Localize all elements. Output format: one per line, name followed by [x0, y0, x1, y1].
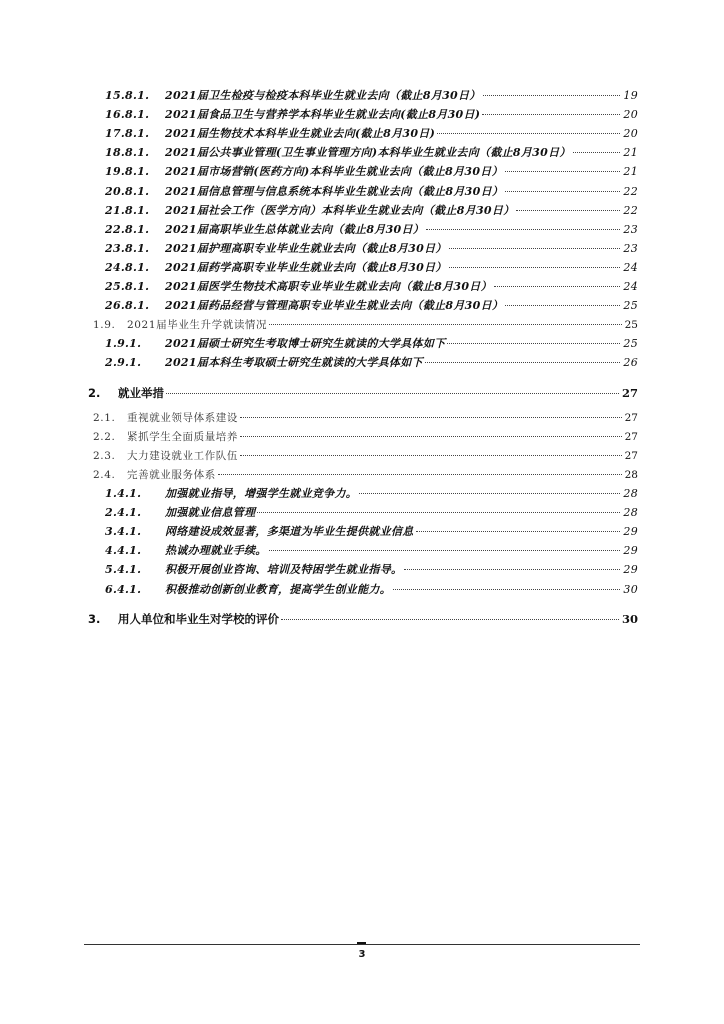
toc-entry-number: 23.8.1.	[105, 241, 150, 255]
toc-entry-page: 29	[623, 525, 638, 539]
toc-entry[interactable]	[93, 408, 638, 428]
toc-entry-number: 15.8.1.	[105, 89, 150, 102]
toc-entry-number: 2.2.	[93, 430, 116, 443]
toc-entry[interactable]	[105, 182, 638, 202]
toc-dot-leader	[240, 454, 622, 456]
toc-entry-title: 积极推动创新创业教育，提高学生创业能力。	[165, 582, 391, 596]
toc-entry-page: 29	[623, 544, 638, 558]
toc-entry[interactable]	[105, 560, 638, 580]
toc-entry-number: 25.8.1.	[105, 280, 150, 293]
toc-entry-page: 26	[623, 356, 638, 370]
toc-entry-page: 27	[621, 385, 638, 400]
toc-dot-leader	[516, 209, 620, 211]
toc-dot-leader	[426, 228, 620, 230]
toc-entry-title: 2021届公共事业管理(卫生事业管理方向)本科毕业生就业去向（截止8月30日）	[165, 146, 571, 160]
toc-entry[interactable]	[105, 353, 638, 373]
toc-entry-number: 4.4.1.	[105, 544, 142, 558]
toc-entry-number: 3.	[88, 611, 101, 626]
toc-entry[interactable]	[105, 201, 638, 221]
toc-dot-leader	[166, 392, 619, 394]
toc-entry-page: 22	[623, 184, 638, 198]
toc-entry-page: 23	[623, 241, 638, 255]
toc-entry-number: 6.4.1.	[105, 582, 142, 596]
toc-dot-leader	[240, 435, 622, 437]
toc-dot-leader	[447, 342, 620, 344]
toc-entry-number: 1.9.1.	[105, 337, 142, 351]
toc-entry[interactable]	[105, 541, 638, 561]
toc-entry[interactable]	[105, 277, 638, 297]
toc-entry-title: 2021届药品经营与管理高职专业毕业生就业去向（截止8月30日）	[165, 299, 504, 313]
toc-entry[interactable]	[93, 446, 638, 466]
toc-entry-number: 2.	[88, 385, 101, 400]
toc-entry-number: 19.8.1.	[105, 165, 150, 179]
toc-entry-number: 1.4.1.	[105, 487, 142, 500]
toc-entry[interactable]	[105, 296, 638, 316]
toc-entry[interactable]	[93, 427, 638, 447]
toc-entry-page: 19	[623, 89, 638, 102]
toc-entry-page: 23	[623, 222, 638, 236]
toc-entry[interactable]	[105, 220, 638, 240]
toc-dot-leader	[437, 132, 620, 134]
toc-entry[interactable]	[105, 503, 638, 523]
toc-entry-page: 25	[624, 319, 638, 332]
toc-entry-title: 2021届高职毕业生总体就业去向（截止8月30日）	[165, 222, 425, 236]
toc-dot-leader	[404, 568, 620, 570]
toc-entry-page: 27	[624, 449, 638, 462]
toc-entry-title: 2021届生物技术本科毕业生就业去向(截止8月30日)	[165, 127, 436, 141]
toc-entry-title: 2021届食品卫生与营养学本科毕业生就业去向(截止8月30日)	[165, 108, 481, 122]
toc-entry[interactable]	[105, 484, 638, 504]
toc-entry[interactable]	[105, 162, 638, 182]
toc-entry-title: 2021届毕业生升学就读情况	[127, 319, 268, 332]
toc-entry-page: 20	[623, 108, 638, 122]
page-number: 3	[358, 949, 366, 960]
toc-entry-page: 30	[621, 611, 638, 626]
toc-entry-title: 2021届市场营销(医药方向)本科毕业生就业去向（截止8月30日）	[165, 165, 503, 179]
toc-entry[interactable]	[105, 143, 638, 163]
toc-entry-title: 2021届本科生考取硕士研究生就读的大学具体如下	[165, 356, 423, 370]
toc-entry-title: 积极开展创业咨询、培训及特困学生就业指导。	[165, 563, 403, 577]
toc-entry-number: 20.8.1.	[105, 184, 150, 198]
toc-entry-page: 22	[623, 203, 638, 217]
toc-entry-number: 2.3.	[93, 449, 116, 462]
toc-dot-leader	[505, 304, 620, 306]
toc-dot-leader	[218, 473, 622, 475]
toc-entry-number: 26.8.1.	[105, 299, 150, 313]
toc-dot-leader	[573, 151, 621, 153]
toc-entry-page: 24	[623, 260, 638, 274]
toc-entry-title: 重视就业领导体系建设	[127, 411, 238, 424]
toc-entry-title: 用人单位和毕业生对学校的评价	[118, 611, 279, 626]
toc-entry-title: 2021届社会工作（医学方向）本科毕业生就业去向（截止8月30日）	[165, 203, 515, 217]
toc-entry-title: 热诚办理就业手续。	[165, 544, 267, 558]
toc-entry-number: 5.4.1.	[105, 563, 142, 577]
toc-entry-page: 30	[623, 582, 638, 596]
toc-entry[interactable]	[88, 383, 638, 403]
toc-entry-number: 16.8.1.	[105, 108, 150, 122]
footer-mark	[357, 942, 366, 944]
toc-entry-title: 2021届医学生物技术高职专业毕业生就业去向（截止8月30日）	[165, 280, 492, 293]
toc-entry-title: 2021届信息管理与信息系统本科毕业生就业去向（截止8月30日）	[165, 184, 504, 198]
toc-entry-page: 21	[623, 165, 638, 179]
toc-dot-leader	[494, 285, 621, 287]
toc-entry-number: 3.4.1.	[105, 525, 142, 539]
toc-entry[interactable]	[105, 124, 638, 144]
toc-dot-leader	[269, 323, 622, 325]
toc-dot-leader	[416, 530, 621, 532]
toc-entry-number: 2.1.	[93, 411, 116, 424]
toc-entry[interactable]	[88, 609, 638, 629]
toc-entry-title: 2021届卫生检疫与检疫本科毕业生就业去向（截止8月30日）	[165, 89, 481, 102]
toc-entry-number: 2.4.1.	[105, 506, 142, 520]
toc-entry-number: 1.9.	[93, 319, 116, 332]
toc-entry-page: 21	[623, 146, 638, 160]
toc-entry-number: 18.8.1.	[105, 146, 150, 160]
toc-entry[interactable]	[105, 522, 638, 542]
toc-dot-leader	[482, 113, 620, 115]
toc-dot-leader	[359, 492, 620, 494]
toc-entry-title: 2021届药学高职专业毕业生就业去向（截止8月30日）	[165, 260, 447, 274]
toc-dot-leader	[240, 416, 622, 418]
toc-entry-page: 29	[623, 563, 638, 577]
toc-entry-title: 网络建设成效显著，多渠道为毕业生提供就业信息	[165, 525, 414, 539]
toc-entry-page: 24	[623, 280, 638, 293]
toc-dot-leader	[393, 588, 620, 590]
toc-entry-page: 27	[624, 430, 638, 443]
toc-entry[interactable]	[105, 334, 638, 354]
toc-entry-number: 22.8.1.	[105, 222, 150, 236]
toc-entry-number: 2.9.1.	[105, 356, 142, 370]
toc-entry-page: 25	[623, 299, 638, 313]
toc-entry-title: 就业举措	[118, 385, 164, 400]
footer-divider	[84, 944, 640, 945]
toc-dot-leader	[449, 247, 621, 249]
toc-entry-title: 加强就业信息管理	[165, 506, 256, 520]
toc-dot-leader	[281, 618, 619, 620]
toc-entry[interactable]	[105, 86, 638, 106]
toc-entry[interactable]	[93, 465, 638, 485]
toc-entry-page: 20	[623, 127, 638, 141]
toc-entry[interactable]	[93, 315, 638, 335]
toc-entry-page: 28	[623, 487, 638, 500]
toc-entry[interactable]	[105, 258, 638, 278]
toc-dot-leader	[257, 511, 620, 513]
toc-dot-leader	[483, 94, 621, 96]
toc-dot-leader	[269, 549, 621, 551]
toc-entry-title: 紧抓学生全面质量培养	[127, 430, 238, 443]
toc-entry[interactable]	[105, 239, 638, 259]
toc-entry-number: 17.8.1.	[105, 127, 150, 141]
toc-entry-number: 21.8.1.	[105, 203, 150, 217]
toc-dot-leader	[425, 361, 621, 363]
toc-entry-title: 完善就业服务体系	[127, 468, 216, 481]
toc-dot-leader	[449, 266, 621, 268]
toc-dot-leader	[505, 190, 620, 192]
toc-entry[interactable]	[105, 580, 638, 600]
toc-entry-title: 加强就业指导，增强学生就业竞争力。	[165, 487, 358, 500]
toc-dot-leader	[505, 170, 621, 172]
toc-entry-page: 28	[624, 468, 638, 481]
toc-entry-title: 大力建设就业工作队伍	[127, 449, 238, 462]
toc-entry-page: 28	[623, 506, 638, 520]
toc-entry-page: 25	[623, 337, 638, 351]
toc-entry-title: 2021届硕士研究生考取博士研究生就读的大学具体如下	[165, 337, 446, 351]
toc-entry[interactable]	[105, 105, 638, 125]
toc-entry-title: 2021届护理高职专业毕业生就业去向（截止8月30日）	[165, 241, 447, 255]
toc-entry-page: 27	[624, 411, 638, 424]
toc-entry-number: 24.8.1.	[105, 260, 150, 274]
toc-entry-number: 2.4.	[93, 468, 116, 481]
